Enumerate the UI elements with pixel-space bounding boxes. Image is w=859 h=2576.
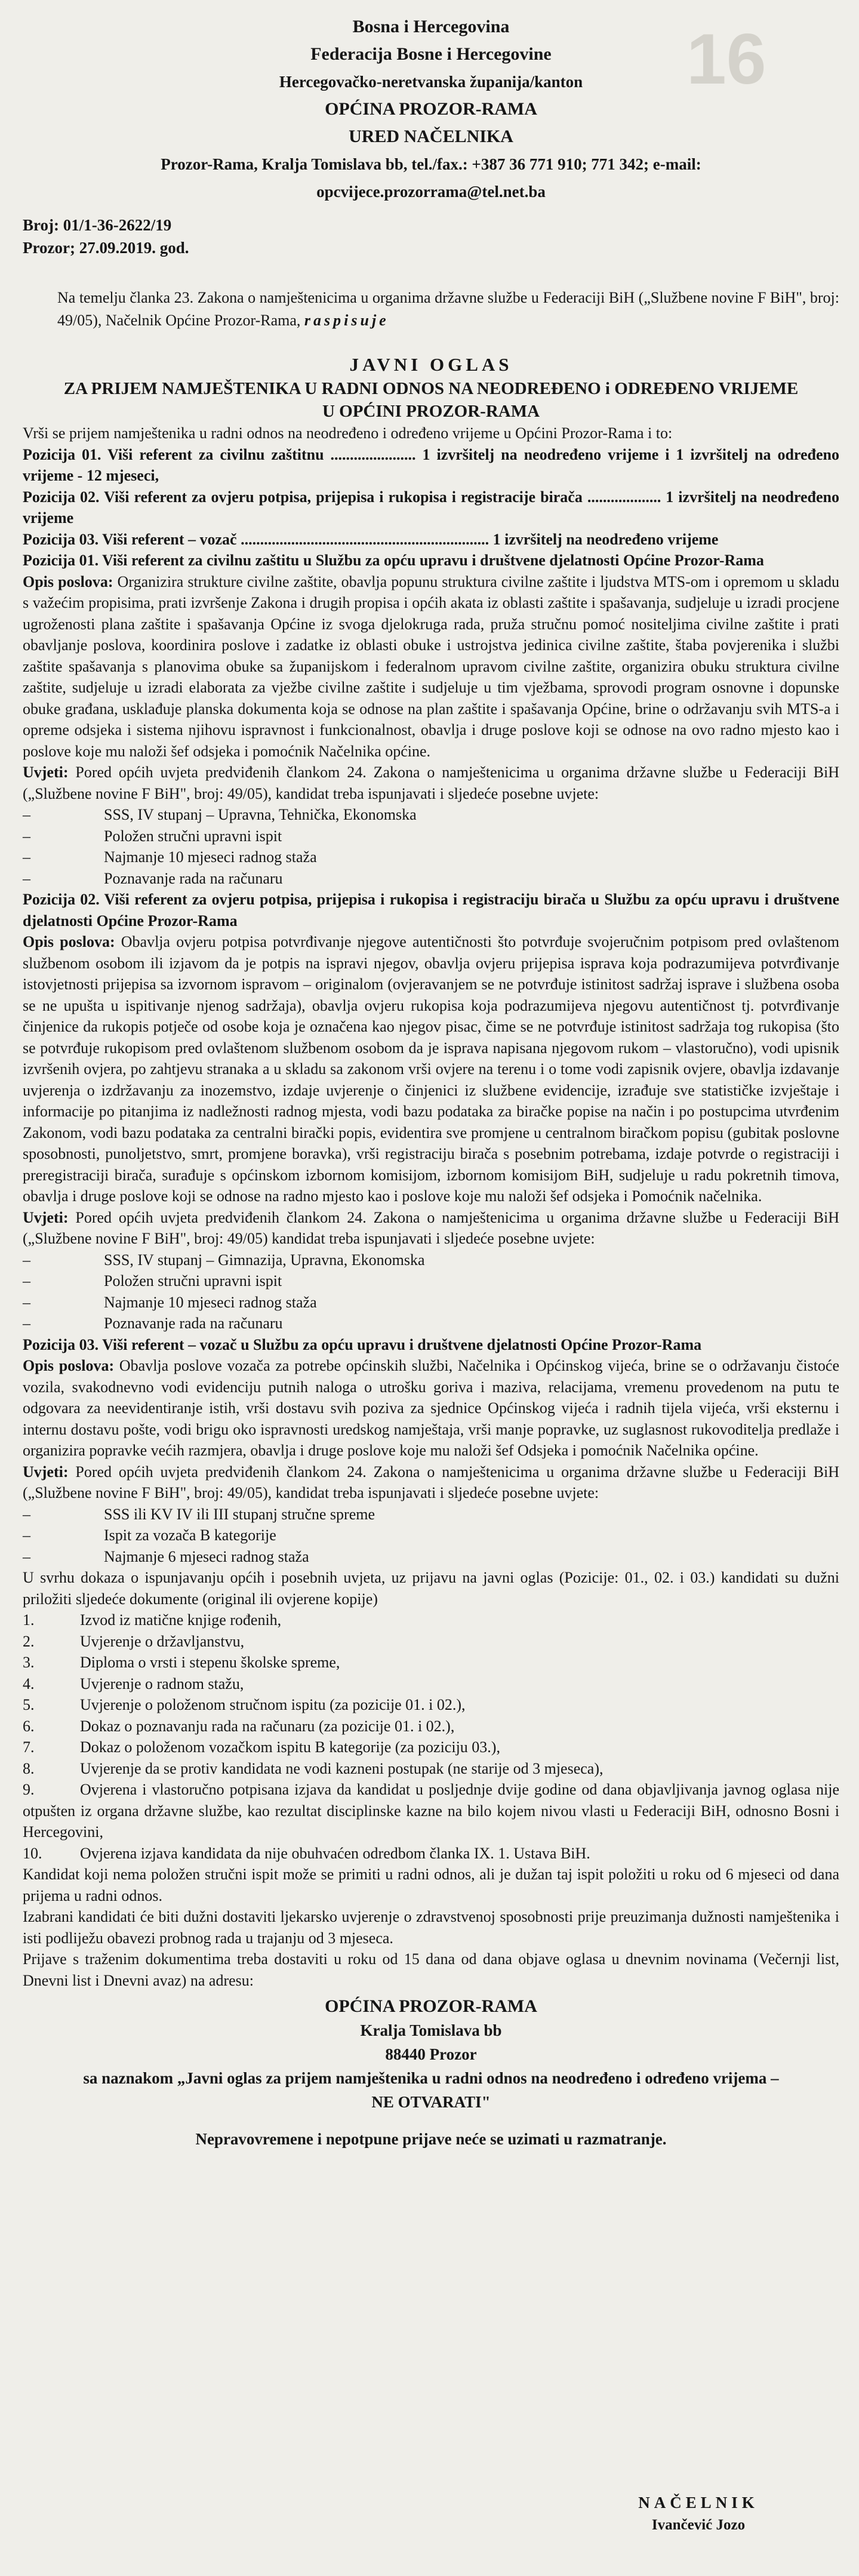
signature-role: NAČELNIK bbox=[638, 2494, 759, 2512]
duties-label: Opis poslova: bbox=[23, 933, 115, 950]
conditions-label: Uvjeti: bbox=[23, 1463, 69, 1481]
requirement-item: – SSS, IV stupanj – Upravna, Tehnička, Ekonomska bbox=[23, 806, 417, 823]
reference bbox=[23, 214, 839, 259]
requirement-item: – SSS, IV stupanj – Gimnazija, Upravna, Ekonomska bbox=[23, 1251, 425, 1269]
duties-text: Organizira strukture civilne zaštite, obavlja popunu struktura civilne zaštite i ljudstva MTS-om i opremom u skladu s važećim propisima, prati izvršenje Zakona i drugih propisa i općih akata iz oblasti zaštite i spašavanja, sudjeluje u izradi procjene ugroženosti plana zaštite i spašavanja Općine iz svoga djelokruga rada, pruža stručnu pomoć nositeljima civilne zaštite i prati obavljanje poslova, koordinira poslove i zadatke iz oblasti obuke i ustrojstva jedinica civilne zaštite, štaba povjerenika i službi zaštite spašavanja s planovima obuke sa županijskom i federalnom upravom civilne zaštite, organizira obuku struktura civilne zaštite, sudjeluje u izradi elaborata za vježbe civilne zaštite i sudjeluje u tim vježbama, sprovodi program osnovne i dopunske obuke građana, usklađuje planska dokumenta koja se odnose na plan zaštite i spašavanja Općine, brine o održavanju svih MTS-a i opreme odsjeka i sistema njihovu ispravnost i funkcionalnost, obavlja i druge poslove koji se odnose na ovo radno mjesto kao i poslove koje mu naloži šef odsjeka i pomoćnik Načelnika općine. bbox=[23, 573, 839, 760]
reference-number: Broj: 01/1-36-2622/19 bbox=[23, 216, 172, 234]
note-exam: Kandidat koji nema položen stručni ispit može se primiti u radni odnos, ali je dužan taj ispit položiti u roku od 6 mjeseci od dana prijema u radni odnos. bbox=[23, 1866, 839, 1904]
federation: Federacija Bosne i Hercegovine bbox=[310, 44, 552, 64]
letterhead bbox=[23, 13, 839, 205]
notice-location: U OPĆINI PROZOR-RAMA bbox=[322, 402, 540, 421]
duties-text: Obavlja ovjeru potpisa potvrđivanje njegove autentičnosti što potvrđuje svojeručnim potpisom pred ovlaštenom službenom osobom ili izjavom da je potpis na ispravi njegov, obavlja ovjeru prijepisa isprava koja podrazumijeva potvrđivanje istovjetnosti prijepisa sa izvornom ispravom – originalom (ovjeravanjem se ne potvrđuje istinitost sadržaj isprave i službena osoba se ne upušta u ispitivanje njenog sadržaja), obavlja ovjeru rukopisa koja podrazumijeva njegovu autentičnost tj. potvrđivanje činjenice da rukopis potječe od osobe koja je označena kao njegov pisac, čime se ne potvrđuje istinitost sadržaja tog rukopisa (što se potvrđuje rukopisom pred ovlaštenom službenom osobom da je isprava napisana njegovom rukom – vlastoručno), vodi upisnik izvršenih ovjera, po zahtjevu stranaka a u skladu sa zakonom vrši ovjere na terenu i o tome vodi zapisnik ovjere, obavlja izdavanje uvjerenja o izdržavanju za inozemstvo, izdaje uvjerenje o činjenici iz službene evidencije, izrađuje sve statističke izvještaje i informacije po pitanjima iz nadležnosti radnog mjesta, vodi bazu podataka za biračke popise na način i po postupcima utvrđenim Zakonom, vodi bazu podataka za centralni birački popis, evidentira sve promjene u centralnom biračkom popisu (gubitak poslovne sposobnosti, punoljetstvo, smrt, promjene boravka), vrši registraciju birača s posebnim potrebama, izdaje potvrde o registraciji i preregistraciji birača, surađuje s općinskom izbornom komisijom, izbornom komisijom BiH, sudjeluje u radu pokretnih timova, obavlja i druge poslove koji se odnose na radno mjesto kao i poslove koje mu naloži šef odsjeka i Pomoćnik načelnika. bbox=[23, 933, 839, 1205]
document-item: 2. Uvjerenje o državljanstvu, bbox=[23, 1632, 245, 1650]
address: Prozor-Rama, Kralja Tomislava bb, tel./fax.: +387 36 771 910; 771 342; e-mail: bbox=[161, 155, 701, 173]
document-item: 10. Ovjerena izjava kandidata da nije obuhvaćen odredbom članka IX. 1. Ustava BiH. bbox=[23, 1844, 590, 1862]
position-3-duties bbox=[23, 1355, 839, 1461]
signature-block bbox=[603, 2491, 794, 2536]
requirement-item: – Položen stručni upravni ispit bbox=[23, 827, 282, 845]
submission-address bbox=[23, 1995, 839, 2151]
document-item: 7. Dokaz o položenom vozačkom ispitu B kategorije (za poziciju 03.), bbox=[23, 1738, 500, 1756]
envelope-warning: NE OTVARATI" bbox=[371, 2093, 491, 2111]
legal-basis-text: Na temelju članka 23. Zakona o namještenicima u organima državne službe u Federaciji BiH („Službene novine F BiH", broj: 49/05), Načelnik Općine Prozor-Rama, bbox=[57, 289, 839, 329]
address-city: 88440 Prozor bbox=[385, 2045, 477, 2063]
position-1-conditions bbox=[23, 762, 839, 804]
overview-position-1: Pozicija 01. Viši referent za civilnu zaštitnu ...................... 1 izvršitelj na neodređeno vrijeme i 1 izvršitelj na određeno vrijeme - 12 mjeseci, bbox=[23, 445, 839, 484]
bleed-through-numeral: 16 bbox=[686, 19, 766, 99]
public-notice bbox=[23, 13, 839, 2151]
canton: Hercegovačko-neretvanska županija/kanton bbox=[279, 73, 583, 91]
overview-position-3: Pozicija 03. Viši referent – vozač ................................................................ 1 izvršitelj na neodređeno vrijeme bbox=[23, 530, 719, 548]
duties-label: Opis poslova: bbox=[23, 573, 113, 590]
note-medical: Izabrani kandidati će biti dužni dostaviti ljekarsko uvjerenje o zdravstvenoj sposobnosti prije preuzimanja dužnosti namještenika i isti podliježu obavezi probnog rada u trajanju od 3 mjeseca. bbox=[23, 1908, 839, 1947]
envelope-mark: sa naznakom „Javni oglas za prijem namještenika u radni odnos na neodređeno i određeno vrijema – bbox=[83, 2069, 779, 2087]
document-item: 1. Izvod iz matične knjige rođenih, bbox=[23, 1611, 282, 1629]
requirement-item: – Ispit za vozača B kategorije bbox=[23, 1526, 276, 1544]
conditions-text: Pored općih uvjeta predviđenih člankom 24. Zakona o namještenicima u organima državne službe u Federaciji BiH („Službene novine F BiH", broj: 49/05) kandidat treba ispunjavati i sljedeće posebne uvjete: bbox=[23, 1208, 839, 1247]
address-street: Kralja Tomislava bb bbox=[360, 2021, 502, 2039]
position-2-duties bbox=[23, 931, 839, 1207]
document-item: 5. Uvjerenje o položenom stručnom ispitu (za pozicije 01. i 02.), bbox=[23, 1696, 466, 1713]
overview-lead: Vrši se prijem namještenika u radni odnos na neodređeno i određeno vrijeme u Općini Prozor-Rama i to: bbox=[23, 424, 673, 442]
email: opcvijece.prozorrama@tel.net.ba bbox=[316, 183, 546, 201]
notice-title: JAVNI OGLAS bbox=[349, 354, 513, 375]
conditions-label: Uvjeti: bbox=[23, 764, 69, 781]
document-item: 4. Uvjerenje o radnom stažu, bbox=[23, 1675, 244, 1692]
conditions-label: Uvjeti: bbox=[23, 1208, 69, 1226]
document-item: 8. Uvjerenje da se protiv kandidata ne vodi kazneni postupak (ne starije od 3 mjeseca), bbox=[23, 1759, 604, 1777]
overview-position-2: Pozicija 02. Viši referent za ovjeru potpisa, prijepisa i rukopisa i registracije birača ................... 1 izvršitelj na neodređeno vrijeme bbox=[23, 488, 839, 527]
position-1-duties bbox=[23, 571, 839, 762]
requirement-item: – SSS ili KV IV ili III stupanj stručne spreme bbox=[23, 1505, 375, 1523]
notice-body bbox=[23, 423, 839, 1991]
duties-label: Opis poslova: bbox=[23, 1357, 115, 1374]
legal-basis-verb: raspisuje bbox=[304, 312, 389, 329]
document-item: 6. Dokaz o poznavanju rada na računaru (za pozicije 01. i 02.), bbox=[23, 1717, 455, 1735]
notice-subtitle: ZA PRIJEM NAMJEŠTENIKA U RADNI ODNOS NA NEODREĐENO i ODREĐENO VRIJEME bbox=[63, 379, 799, 398]
position-2-conditions bbox=[23, 1207, 839, 1249]
requirement-item: – Najmanje 10 mjeseci radnog staža bbox=[23, 1293, 317, 1311]
documents-lead: U svrhu dokaza o ispunjavanju općih i posebnih uvjeta, uz prijavu na javni oglas (Pozicije: 01., 02. i 03.) kandidati su dužni priložiti sljedeće dokumente (original ili ovjerene kopije) bbox=[23, 1569, 839, 1608]
requirement-item: – Poznavanje rada na računaru bbox=[23, 869, 283, 887]
position-2-heading: Pozicija 02. Viši referent za ovjeru potpisa, prijepisa i rukopisa i registraciju birača u Službu za opću upravu i društvene djelatnosti Općine Prozor-Rama bbox=[23, 891, 839, 930]
document-item: 3. Diploma o vrsti i stepenu školske spreme, bbox=[23, 1654, 340, 1671]
final-note: Nepravovremene i nepotpune prijave neće se uzimati u razmatranje. bbox=[195, 2130, 667, 2148]
position-3-heading: Pozicija 03. Viši referent – vozač u Službu za opću upravu i društvene djelatnosti Općine Prozor-Rama bbox=[23, 1335, 702, 1353]
reference-date: Prozor; 27.09.2019. god. bbox=[23, 239, 189, 257]
requirement-item: – Položen stručni upravni ispit bbox=[23, 1272, 282, 1289]
position-3-conditions bbox=[23, 1461, 839, 1504]
address-name: OPĆINA PROZOR-RAMA bbox=[325, 1996, 537, 2016]
signature-name: Ivančević Jozo bbox=[651, 2517, 746, 2533]
country: Bosna i Hercegovina bbox=[352, 17, 510, 36]
conditions-text: Pored općih uvjeta predviđenih člankom 24. Zakona o namještenicima u organima državne službe u Federaciji BiH („Službene novine F BiH", broj: 49/05), kandidat treba ispunjavati i sljedeće posebne uvjete: bbox=[23, 764, 839, 802]
conditions-text: Pored općih uvjeta predviđenih člankom 24. Zakona o namještenicima u organima državne službe u Federaciji BiH („Službene novine F BiH", broj: 49/05), kandidat treba ispunjavati i sljedeće posebne uvjete: bbox=[23, 1463, 839, 1501]
requirement-item: – Poznavanje rada na računaru bbox=[23, 1315, 283, 1332]
position-1-heading: Pozicija 01. Viši referent za civilnu zaštitu u Službu za opću upravu i društvene djelatnosti Općine Prozor-Rama bbox=[23, 552, 764, 569]
municipality: OPĆINA PROZOR-RAMA bbox=[325, 99, 537, 119]
legal-basis bbox=[23, 287, 839, 332]
requirement-item: – Najmanje 6 mjeseci radnog staža bbox=[23, 1547, 309, 1565]
requirement-item: – Najmanje 10 mjeseci radnog staža bbox=[23, 848, 317, 866]
document-item: 9. Ovjerena i vlastoručno potpisana izjava da kandidat u posljednje dvije godine od dana objavljivanja javnog oglasa nije otpušten iz organa državne službe, kao rezultat disciplinske kazne na bilo kojem nivou vlasti u Federaciji BiH, odnosno Bosni i Hercegovini, bbox=[23, 1781, 839, 1841]
note-submission: Prijave s traženim dokumentima treba dostaviti u roku od 15 dana od dana objave oglasa u dnevnim novinama (Večernji list, Dnevni list i Dnevni avaz) na adresu: bbox=[23, 1950, 839, 1989]
office: URED NAČELNIKA bbox=[349, 127, 513, 146]
duties-text: Obavlja poslove vozača za potrebe općinskih službi, Načelnika i Općinskog vijeća, brine se o održavanju čistoće vozila, svakodnevno vodi evidenciju putnih naloga o utrošku goriva i maziva, relacijama, vremenu provedenom na putu te odgovara za neevidentiranje istih, vrši dostavu svih poziva za sjednice Općinskog vijeća i radnih tijela vijeća, vrši eksternu i internu dostavu pošte, vodi brigu oko ispravnosti uredskog namještaja, vrši manje popravke, uz suglasnost rukovoditelja predlaže i organizira popravke većih razmjera, obavlja i druge poslove koje mu naloži šef Odsjeka i pomoćnik Načelnika općine. bbox=[23, 1357, 839, 1459]
